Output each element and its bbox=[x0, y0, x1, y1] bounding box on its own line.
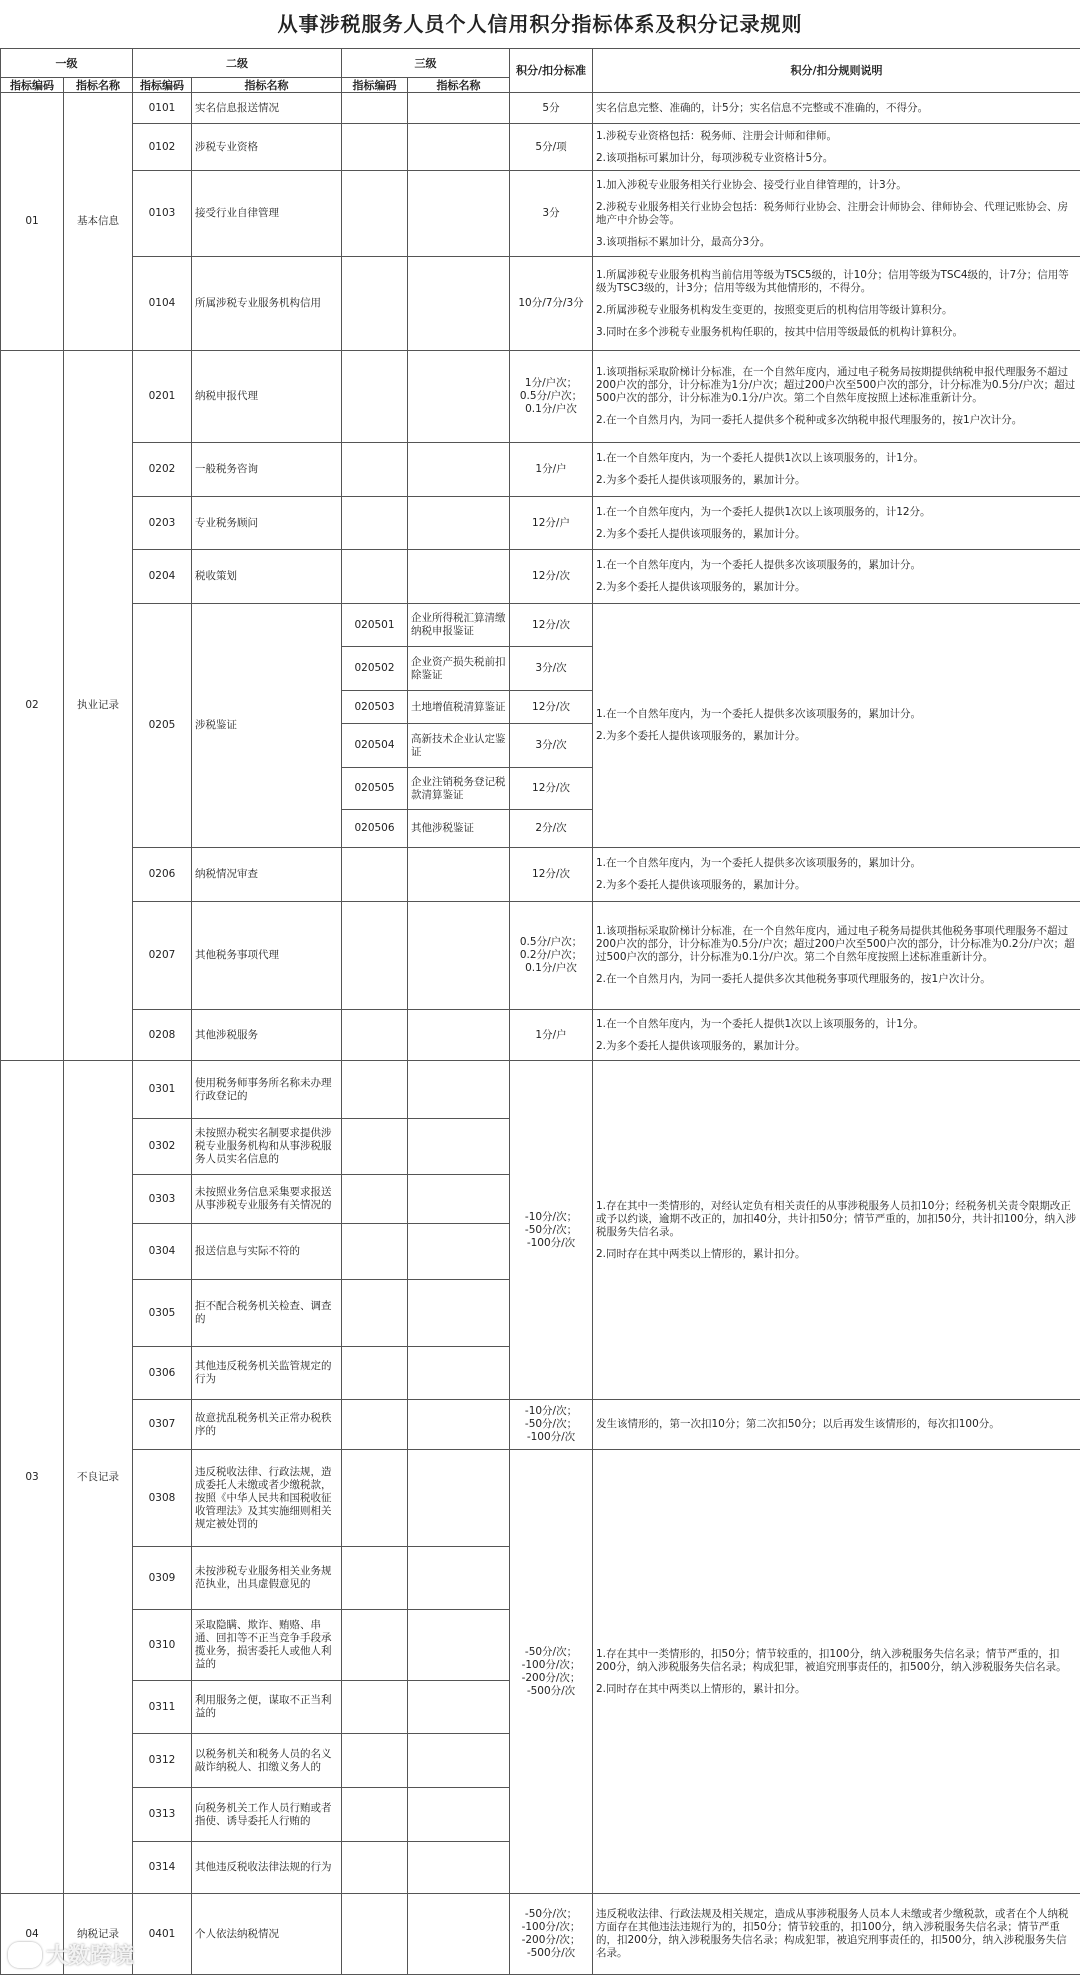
level3-name bbox=[408, 1547, 510, 1610]
score-standard bbox=[510, 93, 593, 124]
level2-code: 0207 bbox=[133, 902, 192, 1010]
level2-code: 0313 bbox=[133, 1788, 192, 1842]
level2-name: 纳税申报代理 bbox=[192, 351, 342, 443]
level3-code bbox=[342, 1224, 408, 1280]
rule-paragraph: 1.在一个自然年度内，为一个委托人提供多次该项服务的，累加计分。 bbox=[596, 559, 922, 571]
level3-code bbox=[342, 443, 408, 497]
level3-code bbox=[342, 550, 408, 604]
level3-name bbox=[408, 1788, 510, 1842]
level3-code bbox=[342, 1061, 408, 1119]
level3-code: 020503 bbox=[342, 691, 408, 724]
table-row bbox=[1, 497, 1080, 550]
rule-paragraph: 2.为多个委托人提供该项服务的，累加计分。 bbox=[596, 474, 806, 486]
level2-name: 涉税专业资格 bbox=[192, 124, 342, 171]
level3-name bbox=[408, 1010, 510, 1061]
table-row bbox=[1, 604, 1080, 647]
table-row bbox=[1, 848, 1080, 902]
level2-name: 涉税鉴证 bbox=[192, 604, 342, 848]
score-standard bbox=[510, 604, 593, 647]
rule-paragraph: 2.为多个委托人提供该项服务的，累加计分。 bbox=[596, 527, 806, 540]
level3-name bbox=[408, 497, 510, 550]
rule-description bbox=[593, 902, 1080, 1010]
score-standard bbox=[510, 1400, 593, 1450]
header-l2-code: 指标编码 bbox=[133, 78, 192, 93]
score-line: -50分/次； bbox=[524, 1418, 578, 1430]
level2-code: 0309 bbox=[133, 1547, 192, 1610]
level2-name: 使用税务师事务所名称未办理行政登记的 bbox=[192, 1061, 342, 1119]
indicator-table bbox=[0, 48, 1080, 1975]
score-standard bbox=[510, 171, 593, 257]
level2-name: 向税务机关工作人员行贿或者指使、诱导委托人行贿的 bbox=[192, 1788, 342, 1842]
table-row bbox=[1, 1894, 1080, 1975]
level3-code bbox=[342, 848, 408, 902]
level3-name: 高新技术企业认定鉴证 bbox=[408, 724, 510, 768]
rule-paragraph: 2.为多个委托人提供该项服务的，累加计分。 bbox=[596, 1039, 806, 1052]
table-row bbox=[1, 1010, 1080, 1061]
level3-code: 020501 bbox=[342, 604, 408, 647]
watermark bbox=[8, 1939, 134, 1970]
table-row bbox=[1, 443, 1080, 497]
table-row bbox=[1, 351, 1080, 443]
level2-name: 接受行业自律管理 bbox=[192, 171, 342, 257]
score-line: -50分/次； bbox=[524, 1908, 578, 1920]
level1-name: 执业记录 bbox=[64, 351, 133, 1061]
header-level1: 一级 bbox=[1, 49, 133, 78]
level3-code bbox=[342, 1347, 408, 1400]
rule-description bbox=[593, 1061, 1080, 1400]
score-line: 1分/户 bbox=[535, 1028, 567, 1041]
rule-description bbox=[593, 443, 1080, 497]
table-row bbox=[1, 1061, 1080, 1119]
score-line: -10分/次； bbox=[524, 1210, 578, 1223]
score-standard bbox=[510, 1061, 593, 1400]
level2-code: 0305 bbox=[133, 1280, 192, 1347]
table-row bbox=[1, 93, 1080, 124]
level2-name: 未按照业务信息采集要求报送从事涉税专业服务有关情况的 bbox=[192, 1175, 342, 1224]
score-line: -50分/次； bbox=[524, 1645, 578, 1658]
rule-description bbox=[593, 351, 1080, 443]
rule-paragraph: 1.在一个自然年度内，为一个委托人提供1次以上该项服务的，计1分。 bbox=[596, 452, 924, 464]
level3-code bbox=[342, 124, 408, 171]
level3-code bbox=[342, 1894, 408, 1975]
level3-code bbox=[342, 1450, 408, 1547]
score-standard bbox=[510, 497, 593, 550]
level3-name bbox=[408, 1734, 510, 1788]
rule-paragraph: 1.存在其中一类情形的，对经认定负有相关责任的从事涉税服务人员扣10分；经税务机关责令限期改正或予以约谈，逾期不改正的，加扣40分，共计扣50分；情节严重的，加扣50分，共计扣100分，纳入涉税服务失信名录。 bbox=[596, 1199, 1077, 1238]
level3-name bbox=[408, 1061, 510, 1119]
level3-code bbox=[342, 902, 408, 1010]
level2-code: 0308 bbox=[133, 1450, 192, 1547]
score-standard bbox=[510, 124, 593, 171]
table-body bbox=[1, 93, 1080, 1975]
score-line: 0.5分/户次； bbox=[519, 390, 583, 402]
level3-code bbox=[342, 1119, 408, 1175]
level3-code bbox=[342, 1734, 408, 1788]
score-line: -50分/次； bbox=[524, 1223, 578, 1236]
score-line: 12分/次 bbox=[532, 782, 570, 794]
level3-name bbox=[408, 848, 510, 902]
rule-paragraph: 1.该项指标采取阶梯计分标准，在一个自然年度内，通过电子税务局提供其他税务事项代理服务不超过200户次的部分，计分标准为0.5分/户次；超过200户次至500户次的部分，计分标准为0.2分/户次；超过500户次的部分，计分标准为0.1分/户次。第二个自然年度按照上述标准重新计分。 bbox=[596, 925, 1075, 963]
rule-description bbox=[593, 604, 1080, 848]
level3-name bbox=[408, 1224, 510, 1280]
level3-name bbox=[408, 1610, 510, 1681]
score-line: 0.1分/户次 bbox=[525, 962, 577, 974]
score-standard bbox=[510, 1450, 593, 1894]
level2-code: 0103 bbox=[133, 171, 192, 257]
score-line: -100分/次； bbox=[521, 1921, 581, 1933]
level2-name: 其他涉税服务 bbox=[192, 1010, 342, 1061]
level2-name: 其他违反税务机关监管规定的行为 bbox=[192, 1347, 342, 1400]
level2-code: 0303 bbox=[133, 1175, 192, 1224]
score-line: -10分/次； bbox=[524, 1405, 578, 1417]
level2-name: 故意扰乱税务机关正常办税秩序的 bbox=[192, 1400, 342, 1450]
rule-description bbox=[593, 93, 1080, 124]
level3-name bbox=[408, 1280, 510, 1347]
level3-name bbox=[408, 1119, 510, 1175]
level2-code: 0302 bbox=[133, 1119, 192, 1175]
level3-name: 企业资产损失税前扣除鉴证 bbox=[408, 647, 510, 691]
level3-name bbox=[408, 550, 510, 604]
score-line: -100分/次； bbox=[521, 1658, 581, 1671]
level3-code bbox=[342, 1610, 408, 1681]
level2-name: 未按照办税实名制要求提供涉税专业服务机构和从事涉税服务人员实名信息的 bbox=[192, 1119, 342, 1175]
score-standard bbox=[510, 848, 593, 902]
table-row bbox=[1, 124, 1080, 171]
level3-name bbox=[408, 1400, 510, 1450]
level3-code bbox=[342, 1681, 408, 1734]
level3-name bbox=[408, 902, 510, 1010]
level1-code: 02 bbox=[1, 351, 64, 1061]
watermark-logo-icon bbox=[8, 1942, 42, 1968]
level2-code: 0307 bbox=[133, 1400, 192, 1450]
rule-paragraph: 2.在一个自然月内，为同一委托人提供多个税种或多次纳税申报代理服务的，按1户次计分。 bbox=[596, 414, 1023, 426]
level2-code: 0203 bbox=[133, 497, 192, 550]
level3-code: 020502 bbox=[342, 647, 408, 691]
score-line: 0.2分/户次； bbox=[519, 949, 583, 961]
score-line: 3分/次 bbox=[535, 739, 567, 751]
level2-name: 纳税情况审查 bbox=[192, 848, 342, 902]
score-standard bbox=[510, 691, 593, 724]
level2-code: 0310 bbox=[133, 1610, 192, 1681]
level2-code: 0204 bbox=[133, 550, 192, 604]
level2-name: 采取隐瞒、欺诈、贿赂、串通、回扣等不正当竞争手段承揽业务，损害委托人或他人利益的 bbox=[192, 1610, 342, 1681]
level3-name: 企业所得税汇算清缴纳税申报鉴证 bbox=[408, 604, 510, 647]
rule-paragraph: 2.在一个自然月内，为同一委托人提供多次其他税务事项代理服务的，按1户次计分。 bbox=[596, 973, 991, 985]
score-line: 1分/户次； bbox=[524, 377, 578, 389]
rule-paragraph: 发生该情形的，第一次扣10分；第二次扣50分；以后再发生该情形的，每次扣100分。 bbox=[596, 1418, 1000, 1430]
level3-code bbox=[342, 1400, 408, 1450]
level3-code bbox=[342, 257, 408, 351]
rule-paragraph: 2.涉税专业服务相关行业协会包括：税务师行业协会、注册会计师协会、律师协会、代理记账协会、房地产中介协会等。 bbox=[596, 200, 1069, 226]
score-line: -100分/次 bbox=[526, 1431, 576, 1443]
header-level2: 二级 bbox=[133, 49, 342, 78]
table-row bbox=[1, 902, 1080, 1010]
rule-paragraph: 3.该项指标不累加计分，最高分3分。 bbox=[596, 235, 771, 248]
score-standard bbox=[510, 647, 593, 691]
level3-name bbox=[408, 1681, 510, 1734]
level3-code bbox=[342, 1788, 408, 1842]
score-line: 12分/户 bbox=[532, 516, 570, 529]
level2-name: 一般税务咨询 bbox=[192, 443, 342, 497]
level3-code bbox=[342, 93, 408, 124]
level2-name: 实名信息报送情况 bbox=[192, 93, 342, 124]
level2-name: 以税务机关和税务人员的名义敲诈纳税人、扣缴义务人的 bbox=[192, 1734, 342, 1788]
table-row bbox=[1, 1400, 1080, 1450]
level2-name: 违反税收法律、行政法规，造成委托人未缴或者少缴税款，按照《中华人民共和国税收征收管理法》及其实施细则相关规定被处罚的 bbox=[192, 1450, 342, 1547]
header-level3: 三级 bbox=[342, 49, 510, 78]
level3-name bbox=[408, 1175, 510, 1224]
level3-code bbox=[342, 1175, 408, 1224]
rule-description bbox=[593, 848, 1080, 902]
header-l3-code: 指标编码 bbox=[342, 78, 408, 93]
rule-paragraph: 1.存在其中一类情形的，扣50分；情节较重的，扣100分，纳入涉税服务失信名录；情节严重的，扣200分，纳入涉税服务失信名录；构成犯罪，被追究刑事责任的，扣500分，纳入涉税服务失信名录。 bbox=[596, 1647, 1067, 1673]
level3-code: 020505 bbox=[342, 768, 408, 810]
rule-paragraph: 1.该项指标采取阶梯计分标准，在一个自然年度内，通过电子税务局按期提供纳税申报代理服务不超过200户次的部分，计分标准为1分/户次；超过200户次至500户次的部分，计分标准为0.5分/户次；超过500户次的部分，计分标准为0.1分/户次。第二个自然年度按照上述标准重新计分。 bbox=[596, 366, 1076, 404]
level3-name bbox=[408, 1347, 510, 1400]
level2-code: 0312 bbox=[133, 1734, 192, 1788]
rule-paragraph: 1.加入涉税专业服务相关行业协会、接受行业自律管理的，计3分。 bbox=[596, 178, 907, 191]
level3-name: 企业注销税务登记税款清算鉴证 bbox=[408, 768, 510, 810]
level2-code: 0104 bbox=[133, 257, 192, 351]
level3-name bbox=[408, 257, 510, 351]
level1-code: 01 bbox=[1, 93, 64, 351]
level3-name: 土地增值税清算鉴证 bbox=[408, 691, 510, 724]
score-standard bbox=[510, 810, 593, 848]
rule-paragraph: 2.为多个委托人提供该项服务的，累加计分。 bbox=[596, 879, 806, 891]
score-standard bbox=[510, 1010, 593, 1061]
level2-name: 个人依法纳税情况 bbox=[192, 1894, 342, 1975]
level3-name: 其他涉税鉴证 bbox=[408, 810, 510, 848]
rule-paragraph: 2.同时存在其中两类以上情形的，累计扣分。 bbox=[596, 1247, 806, 1260]
score-standard bbox=[510, 1894, 593, 1975]
score-standard bbox=[510, 768, 593, 810]
rule-description bbox=[593, 171, 1080, 257]
level3-code bbox=[342, 351, 408, 443]
level1-name: 基本信息 bbox=[64, 93, 133, 351]
level2-name: 所属涉税专业服务机构信用 bbox=[192, 257, 342, 351]
table-row bbox=[1, 1450, 1080, 1547]
rule-description bbox=[593, 1400, 1080, 1450]
level2-code: 0101 bbox=[133, 93, 192, 124]
score-standard bbox=[510, 550, 593, 604]
score-standard bbox=[510, 351, 593, 443]
level2-name: 其他税务事项代理 bbox=[192, 902, 342, 1010]
level3-code bbox=[342, 1842, 408, 1894]
rule-paragraph: 1.在一个自然年度内，为一个委托人提供多次该项服务的，累加计分。 bbox=[596, 857, 922, 869]
rule-description bbox=[593, 124, 1080, 171]
level2-name: 拒不配合税务机关检查、调查的 bbox=[192, 1280, 342, 1347]
rule-description bbox=[593, 497, 1080, 550]
level3-name bbox=[408, 1894, 510, 1975]
rule-paragraph: 1.在一个自然年度内，为一个委托人提供1次以上该项服务的，计12分。 bbox=[596, 505, 931, 518]
rule-paragraph: 1.涉税专业资格包括：税务师、注册会计师和律师。 bbox=[596, 129, 838, 142]
rule-description bbox=[593, 1894, 1080, 1975]
level3-name bbox=[408, 93, 510, 124]
rule-description bbox=[593, 1010, 1080, 1061]
rule-paragraph: 违反税收法律、行政法规及相关规定，造成从事涉税服务人员本人未缴或者少缴税款，或者在个人纳税方面存在其他违法违规行为的，扣50分；情节较重的，扣100分，纳入涉税服务失信名录；情节严重的，扣200分，纳入涉税服务失信名录；构成犯罪，被追究刑事责任的，扣500分，纳入涉税服务失信名录。 bbox=[596, 1908, 1069, 1959]
level3-code bbox=[342, 171, 408, 257]
score-line: 5分/项 bbox=[535, 140, 567, 153]
watermark-text: 大数跨境 bbox=[46, 1944, 135, 1969]
header-l2-name: 指标名称 bbox=[192, 78, 342, 93]
level2-name: 未按涉税专业服务相关业务规范执业，出具虚假意见的 bbox=[192, 1547, 342, 1610]
level3-name bbox=[408, 171, 510, 257]
score-line: -200分/次； bbox=[521, 1671, 581, 1684]
table-row bbox=[1, 550, 1080, 604]
rule-paragraph: 3.同时在多个涉税专业服务机构任职的，按其中信用等级最低的机构计算积分。 bbox=[596, 325, 964, 338]
level2-name: 利用服务之便，谋取不正当利益的 bbox=[192, 1681, 342, 1734]
level2-code: 0301 bbox=[133, 1061, 192, 1119]
level2-code: 0304 bbox=[133, 1224, 192, 1280]
score-line: 3分/次 bbox=[535, 662, 567, 674]
level3-name bbox=[408, 443, 510, 497]
level3-name bbox=[408, 351, 510, 443]
level3-code: 020506 bbox=[342, 810, 408, 848]
score-line: 3分 bbox=[542, 207, 560, 219]
rule-description bbox=[593, 550, 1080, 604]
score-line: -200分/次； bbox=[521, 1934, 581, 1946]
level2-code: 0205 bbox=[133, 604, 192, 848]
score-line: 12分/次 bbox=[532, 868, 570, 880]
level1-name: 纳税记录 bbox=[64, 1894, 133, 1975]
level2-code: 0208 bbox=[133, 1010, 192, 1061]
level2-name: 其他违反税收法律法规的行为 bbox=[192, 1842, 342, 1894]
score-line: 12分/次 bbox=[532, 570, 570, 582]
score-line: 10分/7分/3分 bbox=[518, 297, 584, 309]
score-line: -500分/次 bbox=[526, 1684, 576, 1697]
level1-code: 03 bbox=[1, 1061, 64, 1894]
header-l3-name: 指标名称 bbox=[408, 78, 510, 93]
score-line: 0.5分/户次； bbox=[519, 936, 583, 948]
level2-code: 0202 bbox=[133, 443, 192, 497]
level3-name bbox=[408, 1842, 510, 1894]
rule-paragraph: 实名信息完整、准确的，计5分；实名信息不完整或不准确的，不得分。 bbox=[596, 101, 929, 114]
rule-paragraph: 1.在一个自然年度内，为一个委托人提供1次以上该项服务的，计1分。 bbox=[596, 1017, 924, 1030]
level2-code: 0311 bbox=[133, 1681, 192, 1734]
header-l1-name: 指标名称 bbox=[64, 78, 133, 93]
page-title: 从事涉税服务人员个人信用积分指标体系及积分记录规则 bbox=[277, 12, 803, 36]
score-line: 12分/次 bbox=[532, 700, 570, 713]
level2-name: 报送信息与实际不符的 bbox=[192, 1224, 342, 1280]
level3-name bbox=[408, 124, 510, 171]
score-line: 2分/次 bbox=[535, 822, 567, 834]
rule-description bbox=[593, 1450, 1080, 1894]
rule-paragraph: 2.为多个委托人提供该项服务的，累加计分。 bbox=[596, 730, 806, 742]
rule-paragraph: 1.在一个自然年度内，为一个委托人提供多次该项服务的，累加计分。 bbox=[596, 708, 922, 720]
level3-name bbox=[408, 1450, 510, 1547]
score-line: 12分/次 bbox=[532, 618, 570, 631]
level2-code: 0201 bbox=[133, 351, 192, 443]
level2-code: 0206 bbox=[133, 848, 192, 902]
level3-code: 020504 bbox=[342, 724, 408, 768]
table-row bbox=[1, 171, 1080, 257]
level3-code bbox=[342, 1547, 408, 1610]
level2-name: 专业税务顾问 bbox=[192, 497, 342, 550]
level1-code: 04 bbox=[1, 1894, 64, 1975]
header-score-standard: 积分/扣分标准 bbox=[510, 49, 593, 93]
rule-paragraph: 2.同时存在其中两类以上情形的，累计扣分。 bbox=[596, 1682, 806, 1695]
rule-paragraph: 2.该项指标可累加计分，每项涉税专业资格计5分。 bbox=[596, 151, 834, 164]
rule-paragraph: 2.所属涉税专业服务机构发生变更的，按照变更后的机构信用等级计算积分。 bbox=[596, 303, 953, 316]
level2-code: 0102 bbox=[133, 124, 192, 171]
level3-code bbox=[342, 497, 408, 550]
score-line: 1分/户 bbox=[535, 463, 567, 475]
score-standard bbox=[510, 902, 593, 1010]
level2-name: 税收策划 bbox=[192, 550, 342, 604]
header-l1-code: 指标编码 bbox=[1, 78, 64, 93]
header-rule-description: 积分/扣分规则说明 bbox=[593, 49, 1080, 93]
level2-code: 0401 bbox=[133, 1894, 192, 1975]
rule-paragraph: 1.所属涉税专业服务机构当前信用等级为TSC5级的，计10分；信用等级为TSC4级的，计7分；信用等级为TSC3级的，计3分；信用等级为其他情形的，不得分。 bbox=[596, 268, 1069, 294]
level3-code bbox=[342, 1010, 408, 1061]
score-line: -100分/次 bbox=[526, 1236, 576, 1249]
table-row bbox=[1, 257, 1080, 351]
score-line: 0.1分/户次 bbox=[525, 403, 577, 415]
rule-paragraph: 2.为多个委托人提供该项服务的，累加计分。 bbox=[596, 581, 806, 593]
score-standard bbox=[510, 724, 593, 768]
score-line: 5分 bbox=[542, 101, 560, 114]
score-standard bbox=[510, 443, 593, 497]
level3-code bbox=[342, 1280, 408, 1347]
score-standard bbox=[510, 257, 593, 351]
level2-code: 0306 bbox=[133, 1347, 192, 1400]
rule-description bbox=[593, 257, 1080, 351]
level2-code: 0314 bbox=[133, 1842, 192, 1894]
level1-name: 不良记录 bbox=[64, 1061, 133, 1894]
score-line: -500分/次 bbox=[526, 1947, 576, 1959]
